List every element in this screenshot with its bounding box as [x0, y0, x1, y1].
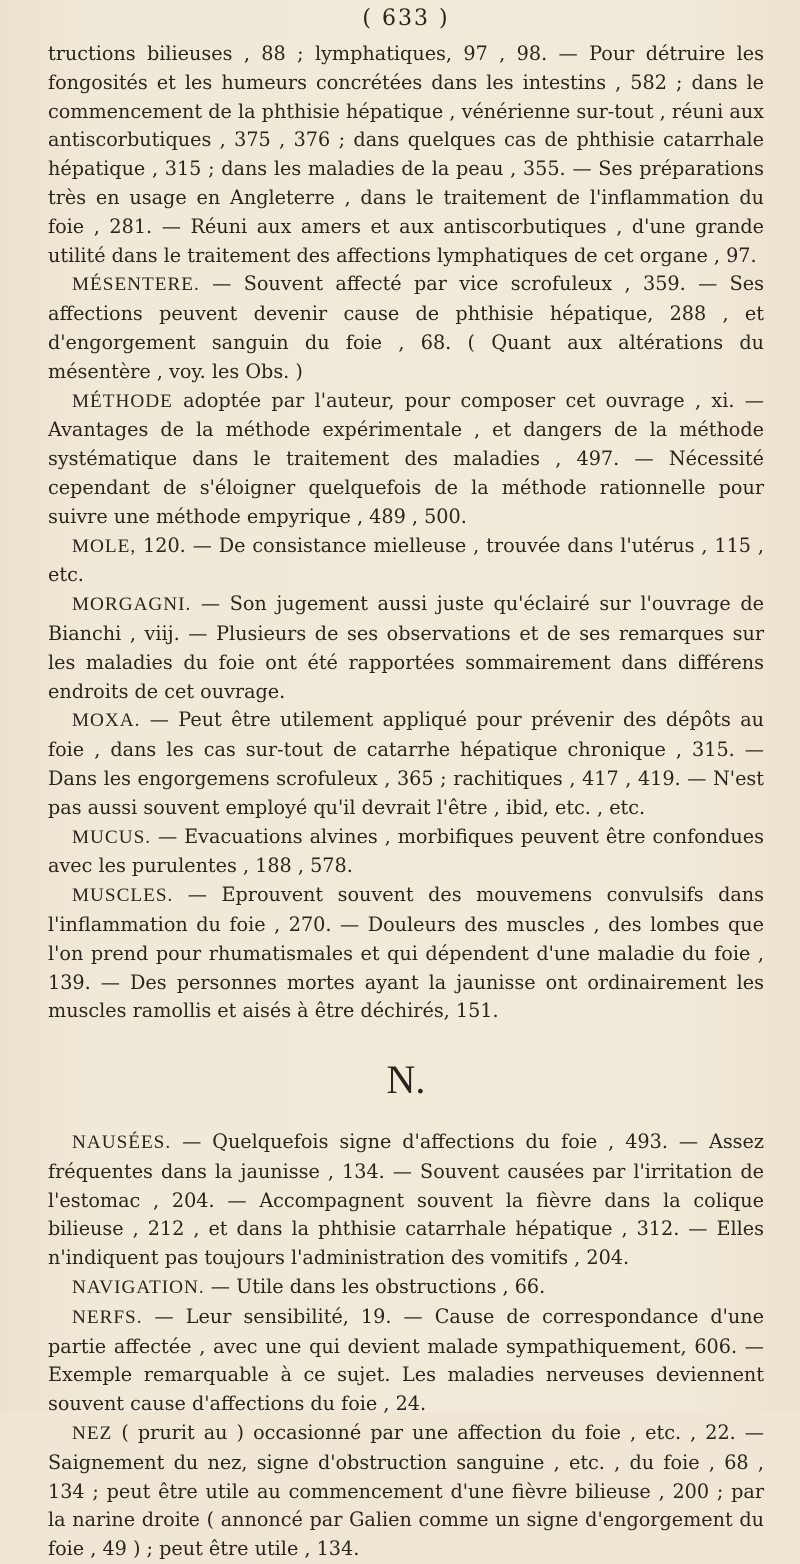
index-entry — [48, 1419, 764, 1564]
index-entry — [48, 387, 764, 532]
entry-text: — Peut être utilement appliqué pour prévenir des dépôts au foie , dans les cas sur-tout de catarrhe hépatique chronique , 315. — Dans les engorgemens scrofuleux , 365 ; rachitiques , 417 , 419. — N'est pas aussi souvent employé qu'il devrait l'être , ibid, etc. , etc. — [48, 708, 764, 819]
page-number: ( 633 ) — [362, 6, 450, 31]
entry-text: — Eprouvent souvent des mouvemens convulsifs dans l'inflammation du foie , 270. — Douleurs des muscles , des lombes que l'on prend pour rhumatismales et qui dépendent d'une maladie du foie , 139. — Des personnes mortes ayant la jaunisse ont ordinairement les muscles ramollis et aisés à être déchirés, 151. — [48, 883, 764, 1023]
entry-headword: MÉTHODE — [72, 390, 173, 412]
entry-headword: MOLE, — [72, 535, 137, 557]
entry-text: ( prurit au ) occasionné par une affection du foie , etc. , 22. — Saignement du nez, signe d'obstruction sanguine , etc. , du foie , 68 , 134 ; peut être utile au commencement d'une fièvre bilieuse , 200 ; par la narine droite ( annoncé par Galien comme un signe d'engorgement du foie , 49 ) ; peut être utile , 134. — [48, 1421, 764, 1561]
entry-headword: NERFS. — [72, 1306, 143, 1328]
index-entry — [48, 823, 764, 882]
index-entry — [48, 40, 764, 270]
index-entry — [48, 1303, 764, 1419]
index-entry — [48, 1273, 764, 1303]
entry-text: adoptée par l'auteur, pour composer cet ouvrage , xi. — Avantages de la méthode expérimentale , et dangers de la méthode systématique dans le traitement des maladies , 497. — Nécessité cependant de s'éloigner quelquefois de la méthode rationnelle pour suivre une méthode empyrique , 489 , 500. — [48, 388, 764, 528]
index-entry — [48, 1128, 764, 1273]
entry-headword: NAVIGATION. — [72, 1277, 205, 1299]
entry-text: — Utile dans les obstructions , 66. — [204, 1275, 546, 1299]
entry-text: — Souvent affecté par vice scrofuleux , 359. — Ses affections peuvent devenir cause de phthisie hépatique, 288 , et d'engorgement sanguin du foie , 68. ( Quant aux altérations du mésentère , voy. les Obs. ) — [48, 272, 764, 383]
entry-text: — Quelquefois signe d'affections du foie , 493. — Assez fréquentes dans la jaunisse , 134. — Souvent causées par l'irritation de l'estomac , 204. — Accompagnent souvent la fièvre dans la colique bilieuse , 212 , et dans la phthisie catarrhale hépatique , 312. — Elles n'indiquent pas toujours l'administration des vomitifs , 204. — [48, 1130, 764, 1270]
entry-text: tructions bilieuses , 88 ; lymphatiques, 97 , 98. — Pour détruire les fongosités et les humeurs concrétées dans les intestins , 582 ; dans le commencement de la phthisie hépatique , vénérienne sur-tout , réuni aux antiscorbutiques , 375 , 376 ; dans quelques cas de phthisie catarrhale hépatique , 315 ; dans les maladies de la peau , 355. — Ses préparations très en usage en Angleterre , dans le traitement de l'inflammation du foie , 281. — Réuni aux amers et aux antiscorbutiques , d'une grande utilité dans le traitement des affections lymphatiques de cet organe , 97. — [48, 42, 764, 267]
index-entry — [48, 881, 764, 1026]
entry-text: — Evacuations alvines , morbifiques peuvent être confondues avec les purulentes , 188 , 578. — [48, 824, 764, 878]
entry-headword: MORGAGNI. — [72, 594, 192, 616]
entry-headword: MOXA. — [72, 710, 141, 732]
index-entry — [48, 590, 764, 706]
entry-headword: NAUSÉES. — [72, 1132, 172, 1154]
entry-headword: MUCUS. — [72, 826, 152, 848]
entry-text: 120. — De consistance mielleuse , trouvée dans l'utérus , 115 , etc. — [48, 533, 764, 587]
entry-headword: MUSCLES. — [72, 885, 174, 907]
index-entry — [48, 706, 764, 822]
index-entry — [48, 270, 764, 386]
index-entry — [48, 532, 764, 591]
entry-text: — Son jugement aussi juste qu'éclairé sur l'ouvrage de Bianchi , viij. — Plusieurs de ses observations et de ses remarques sur les maladies du foie ont été rapportées sommairement dans différens endroits de cet ouvrage. — [48, 592, 764, 703]
entry-text: — Leur sensibilité, 19. — Cause de correspondance d'une partie affectée , avec une qui devient malade sympathiquement, 606. — Exemple remarquable à ce sujet. Les maladies nerveuses deviennent souvent cause d'affections du foie , 24. — [48, 1304, 764, 1416]
section-letter: N. — [386, 1057, 426, 1103]
entry-headword: NEZ — [72, 1423, 113, 1445]
entry-headword: MÉSENTERE. — [72, 274, 200, 296]
